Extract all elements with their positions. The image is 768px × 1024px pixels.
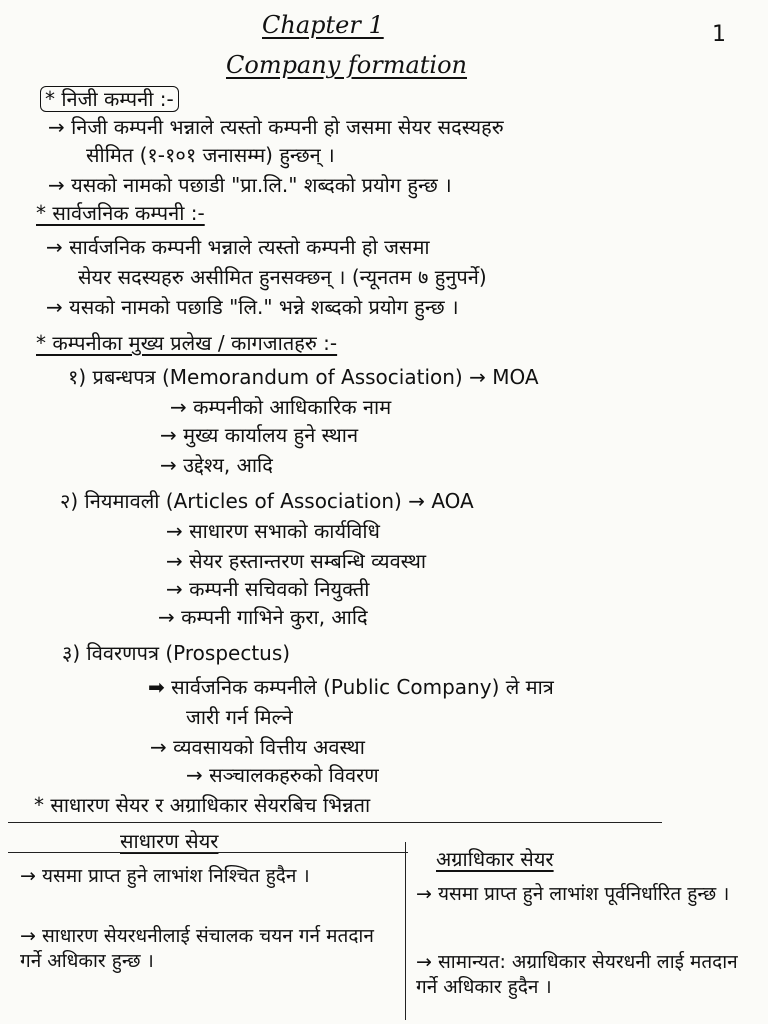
doc-item-prospectus: ३) विवरणपत्र (Prospectus): [62, 641, 291, 665]
doc-item-moa: १) प्रबन्धपत्र (Memorandum of Association) → MOA: [68, 365, 539, 389]
private-line-1: → निजी कम्पनी भन्नाले त्यस्तो कम्पनी हो जसमा सेयर सदस्यहरु: [48, 115, 504, 139]
doc-point: → सेयर हस्तान्तरण सम्बन्धि व्यवस्था: [166, 549, 427, 573]
doc-point: → सञ्चालकहरुको विवरण: [186, 763, 379, 787]
section-heading-comparison: * साधारण सेयर र अग्राधिकार सेयरबिच भिन्नता: [34, 793, 371, 817]
table-cell-ordinary-2: → साधारण सेयरधनीलाई संचालक चयन गर्न मतदान गर्ने अधिकार हुन्छ ।: [20, 925, 374, 972]
public-line-2: सेयर सदस्यहरु असीमित हुनसक्छन् । (न्यूनतम ७ हुनुपर्ने): [78, 265, 487, 289]
doc-point: → कम्पनी सचिवको नियुक्ती: [166, 577, 370, 601]
doc-point: → कम्पनीको आधिकारिक नाम: [170, 395, 392, 419]
table-cell-ordinary-1: → यसमा प्राप्त हुने लाभांश निश्चित हुदैन ।: [20, 865, 310, 887]
table-header-rule: [8, 852, 408, 853]
section-heading-documents: * कम्पनीका मुख्य प्रलेख / कागजातहरु :-: [36, 331, 338, 355]
doc-point: → मुख्य कार्यालय हुने स्थान: [160, 423, 359, 447]
public-line-1: → सार्वजनिक कम्पनी भन्नाले त्यस्तो कम्पनी हो जसमा: [46, 235, 430, 259]
chapter-title: Chapter 1: [262, 11, 384, 39]
section-heading-private: * निजी कम्पनी :-: [40, 86, 179, 112]
doc-point: → साधारण सभाको कार्यविधि: [166, 519, 380, 543]
table-header-ordinary: साधारण सेयर: [120, 829, 219, 853]
doc-point: ➡ सार्वजनिक कम्पनीले (Public Company) ले मात्र: [148, 675, 554, 699]
doc-item-aoa: २) नियमावली (Articles of Association) → AOA: [60, 489, 474, 513]
table-cell-preference-2: → सामान्यत: अग्राधिकार सेयरधनी लाई मतदान गर्ने अधिकार हुदैन ।: [416, 951, 738, 998]
doc-point: → उद्देश्य, आदि: [160, 453, 273, 477]
table-cell-preference-1: → यसमा प्राप्त हुने लाभांश पूर्वनिर्धारित हुन्छ ।: [416, 883, 730, 905]
private-line-3: → यसको नामको पछाडी "प्रा.लि." शब्दको प्रयोग हुन्छ ।: [48, 173, 452, 197]
private-line-2: सीमित (१-१०१ जनासम्म) हुन्छन् ।: [86, 143, 335, 167]
doc-point: → कम्पनी गाभिने कुरा, आदि: [158, 605, 368, 629]
doc-point: → व्यवसायको वित्तीय अवस्था: [150, 735, 365, 759]
public-line-3: → यसको नामको पछाडि "लि." भन्ने शब्दको प्रयोग हुन्छ ।: [46, 295, 459, 319]
table-divider: [405, 842, 406, 1020]
table-header-preference: अग्राधिकार सेयर: [436, 847, 554, 871]
table-top-rule: [8, 822, 662, 823]
chapter-subtitle: Company formation: [226, 51, 467, 79]
section-heading-public: * सार्वजनिक कम्पनी :-: [36, 201, 205, 225]
page-number: 1: [712, 22, 726, 47]
doc-point: जारी गर्न मिल्ने: [186, 705, 293, 729]
